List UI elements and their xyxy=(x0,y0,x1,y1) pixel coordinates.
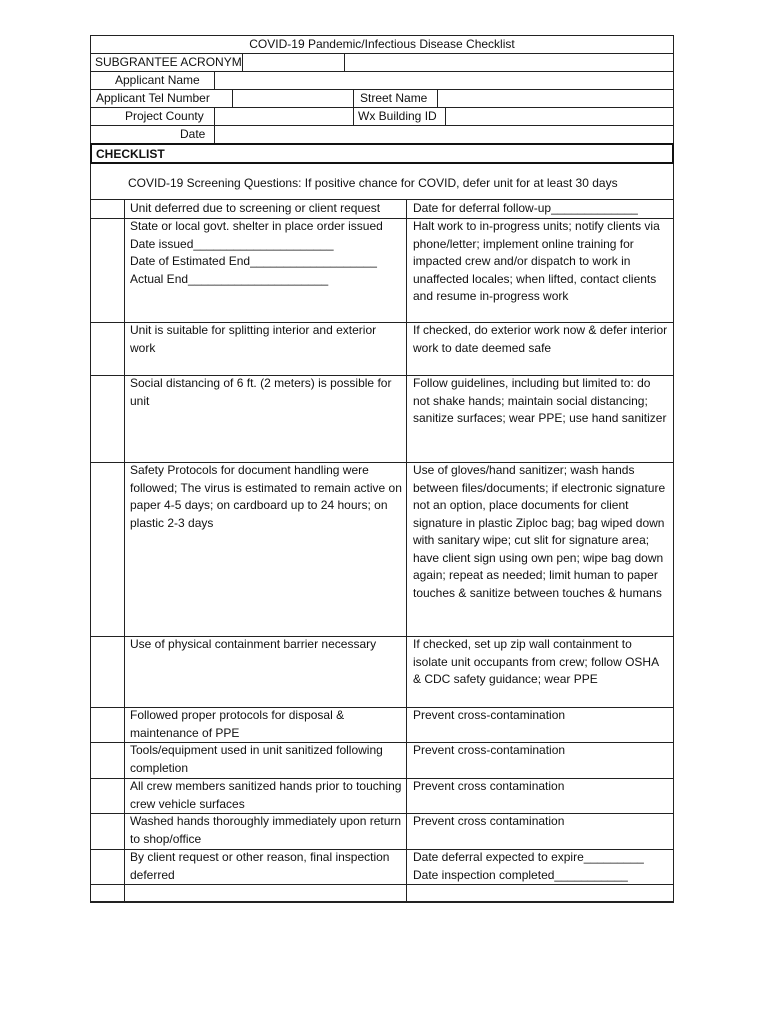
street-name-label: Street Name xyxy=(360,91,428,105)
row-action-text: Prevent cross contamination xyxy=(413,779,565,793)
row-action-text: Follow guidelines, including but limited to: do not shake hands; maintain social distancing; sanitize surfaces; wear PPE; use hand sanitizer xyxy=(413,376,667,425)
row-checkbox[interactable] xyxy=(91,323,124,375)
applicant-tel-label: Applicant Tel Number xyxy=(96,91,210,105)
form-title: COVID-19 Pandemic/Infectious Disease Checklist xyxy=(249,37,515,51)
checklist-heading: CHECKLIST xyxy=(96,147,165,161)
row-item-text: Tools/equipment used in unit sanitized following completion xyxy=(130,743,387,775)
row-item-text: Safety Protocols for document handling were followed; The virus is estimated to remain active on paper 4-5 days; on cardboard up to 24 hours; on plastic 2-3 days xyxy=(130,463,406,530)
row-action-text: Use of gloves/hand sanitizer; wash hands between files/documents; if electronic signature not an option, place documents for client signature in plastic Ziploc bag; bag wiped down with sanitary wipe; cut slit for signature area; have client sign using own pen; wipe bag down again; repeat as needed; limit human to paper touches & sanitize between touches & humans xyxy=(413,463,669,600)
row-checkbox[interactable] xyxy=(91,814,124,849)
row-action-text: Halt work to in-progress units; notify clients via phone/letter; implement online training for impacted crew and/or dispatch to work in unaffected locales; when lifted, contact clients and resume in-progress work xyxy=(413,219,664,303)
wx-building-id-field[interactable] xyxy=(446,108,673,125)
date-label: Date xyxy=(180,127,206,141)
screening-note: COVID-19 Screening Questions: If positive chance for COVID, defer unit for at least 30 days xyxy=(128,176,618,190)
wx-building-id-label: Wx Building ID xyxy=(358,109,437,123)
checklist-heading-box xyxy=(90,143,674,164)
project-county-label: Project County xyxy=(125,109,204,123)
row-checkbox[interactable] xyxy=(91,376,124,462)
subgrantee-acronym-field[interactable] xyxy=(243,54,344,71)
row-action-text: Date deferral expected to expire_________ Date inspection completed___________ xyxy=(413,850,644,882)
row-item-text: State or local govt. shelter in place order issued Date issued_____________________ Date of Estimated End___________________ Actual End_____________________ xyxy=(130,219,383,286)
row-action-text: If checked, set up zip wall containment to isolate unit occupants from crew; follow OSHA & CDC safety guidance; wear PPE xyxy=(413,637,662,686)
subgrantee-acronym-label: SUBGRANTEE ACRONYM xyxy=(95,55,242,69)
row-item-text: Use of physical containment barrier necessary xyxy=(130,637,377,651)
row-action-text: Date for deferral follow-up_____________ xyxy=(413,201,638,215)
street-name-field[interactable] xyxy=(438,90,673,107)
applicant-name-label: Applicant Name xyxy=(115,73,200,87)
row-item-text: Social distancing of 6 ft. (2 meters) is possible for unit xyxy=(130,376,395,408)
row-action-text: If checked, do exterior work now & defer interior work to date deemed safe xyxy=(413,323,671,355)
row-item-text: By client request or other reason, final inspection deferred xyxy=(130,850,393,882)
row-checkbox[interactable] xyxy=(91,779,124,813)
row-item-text: Unit is suitable for splitting interior and exterior work xyxy=(130,323,380,355)
row-checkbox[interactable] xyxy=(91,201,124,218)
row-checkbox[interactable] xyxy=(91,463,124,636)
row-action-text: Prevent cross contamination xyxy=(413,814,565,828)
applicant-tel-field[interactable] xyxy=(233,90,353,107)
project-county-field[interactable] xyxy=(215,108,353,125)
row-action-text: Prevent cross-contamination xyxy=(413,708,566,722)
row-checkbox[interactable] xyxy=(91,219,124,322)
row-item-text: Followed proper protocols for disposal & maintenance of PPE xyxy=(130,708,348,740)
row-checkbox[interactable] xyxy=(91,885,124,902)
date-field[interactable] xyxy=(215,126,673,143)
applicant-name-field[interactable] xyxy=(215,72,673,89)
row-checkbox[interactable] xyxy=(91,850,124,884)
row-checkbox[interactable] xyxy=(91,637,124,707)
row-item-text: All crew members sanitized hands prior to touching crew vehicle surfaces xyxy=(130,779,405,811)
frame-right xyxy=(673,35,674,902)
row-action-text: Prevent cross-contamination xyxy=(413,743,566,757)
row-item-text: Unit deferred due to screening or client request xyxy=(130,201,381,215)
row-checkbox[interactable] xyxy=(91,743,124,778)
row-item-text: Washed hands thoroughly immediately upon return to shop/office xyxy=(130,814,405,846)
row-checkbox[interactable] xyxy=(91,708,124,742)
